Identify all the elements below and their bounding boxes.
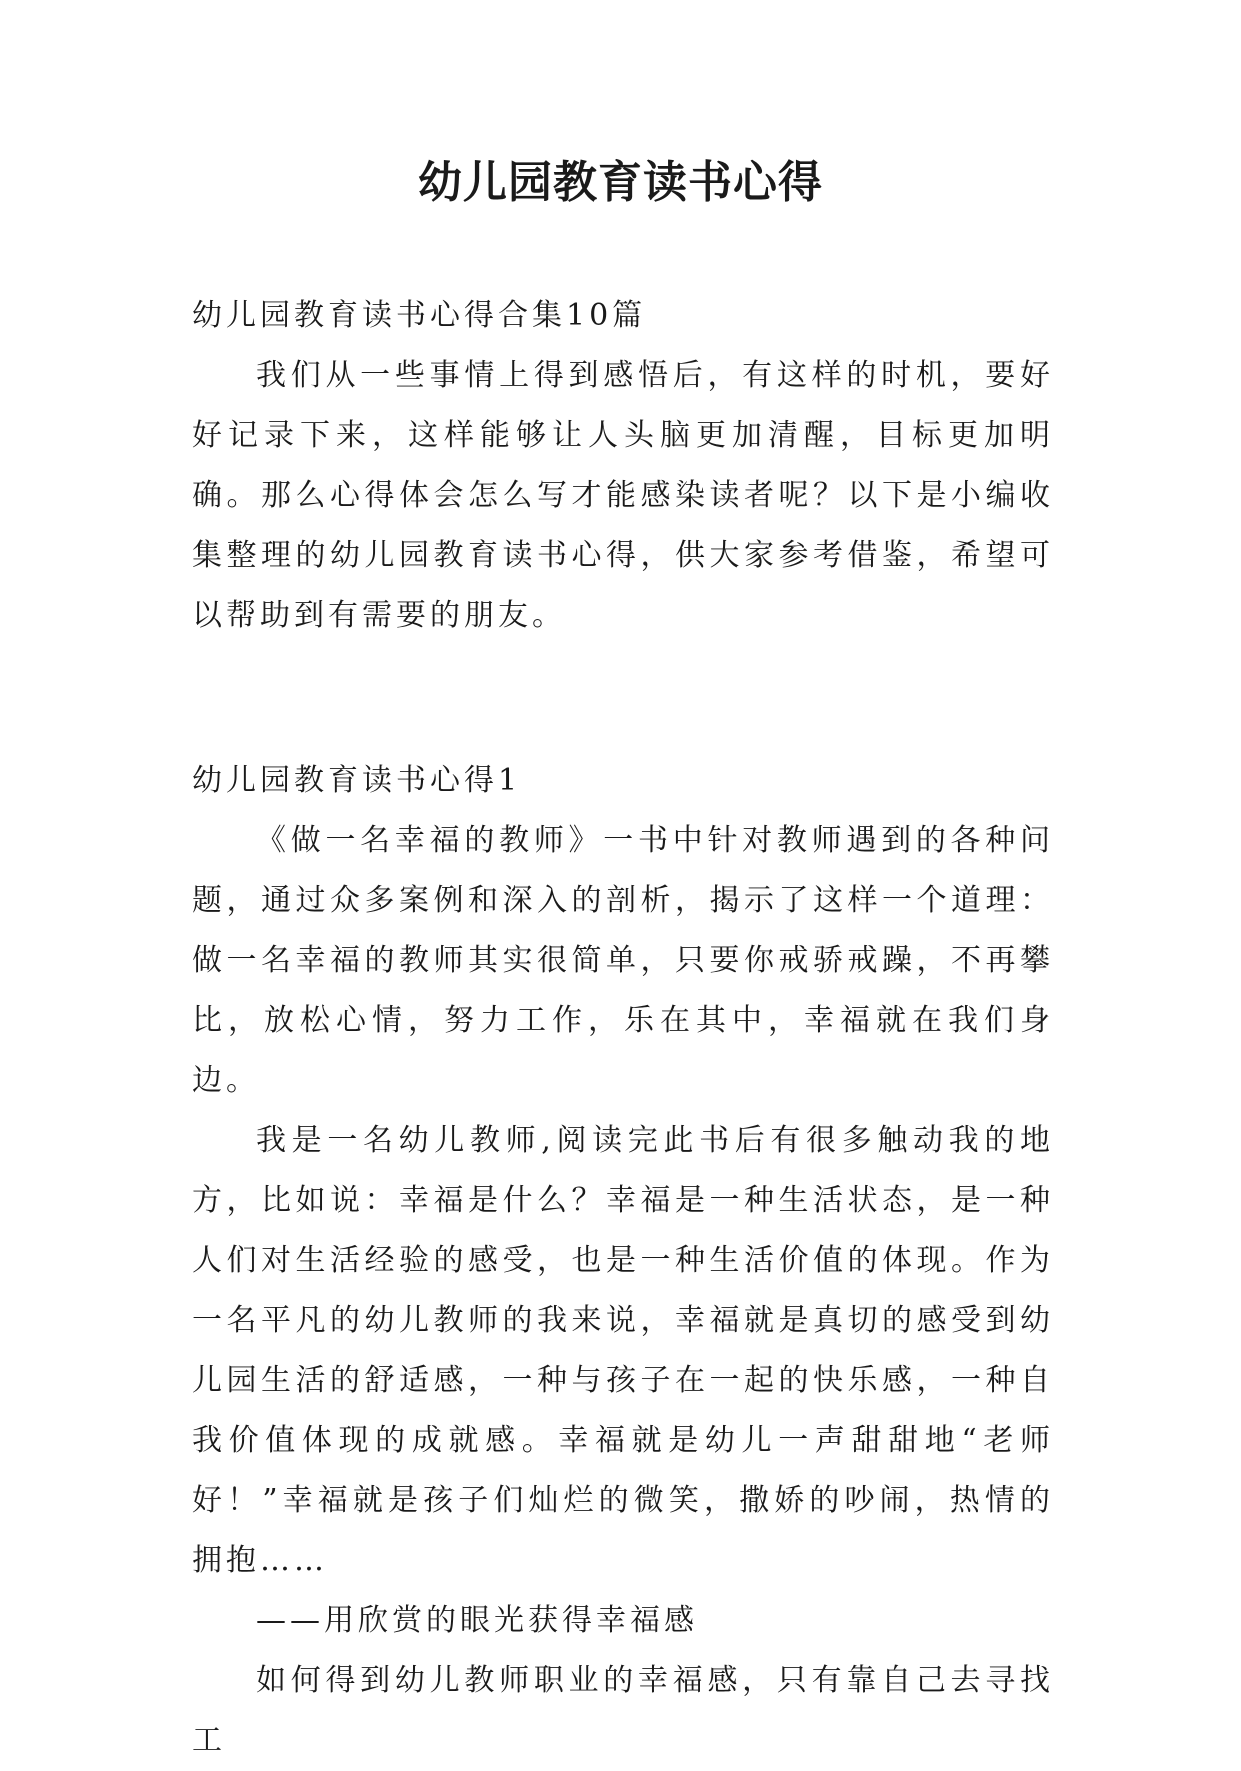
section-1-closing-paragraph: 如何得到幼儿教师职业的幸福感，只有靠自己去寻找工: [192, 1663, 1054, 1758]
document-title: 幼儿园教育读书心得: [418, 157, 823, 208]
intro-paragraph: 我们从一些事情上得到感悟后，有这样的时机，要好好记录下来，这样能够让人头脑更加清醒，目标更加明确。那么心得体会怎么写才能感染读者呢？以下是小编收集整理的幼儿园教育读书心得，供大家参考借鉴，希望可以帮助到有需要的朋友。: [192, 358, 1054, 633]
section-1-paragraph: 《做一名幸福的教师》一书中针对教师遇到的各种问题，通过众多案例和深入的剖析，揭示了这样一个道理：做一名幸福的教师其实很简单，只要你戒骄戒躁，不再攀比，放松心情，努力工作，乐在其中，幸福就在我们身边。: [192, 823, 1054, 1098]
section-1-subheading: ——用欣赏的眼光获得幸福感: [256, 1603, 698, 1638]
intro-section: [192, 286, 1054, 646]
section-1-paragraph: 我是一名幼儿教师,阅读完此书后有很多触动我的地方，比如说：幸福是什么？幸福是一种生活状态，是一种人们对生活经验的感受，也是一种生活价值的体现。作为一名平凡的幼儿教师的我来说，幸福就是真切的感受到幼儿园生活的舒适感，一种与孩子在一起的快乐感，一种自我价值体现的成就感。幸福就是幼儿一声甜甜地“老师好！”幸福就是孩子们灿烂的微笑，撒娇的吵闹，热情的拥抱……: [192, 1123, 1054, 1578]
intro-heading: 幼儿园教育读书心得合集10篇: [192, 298, 647, 333]
section-1: [192, 751, 1054, 1771]
section-1-heading: 幼儿园教育读书心得1: [192, 763, 522, 798]
